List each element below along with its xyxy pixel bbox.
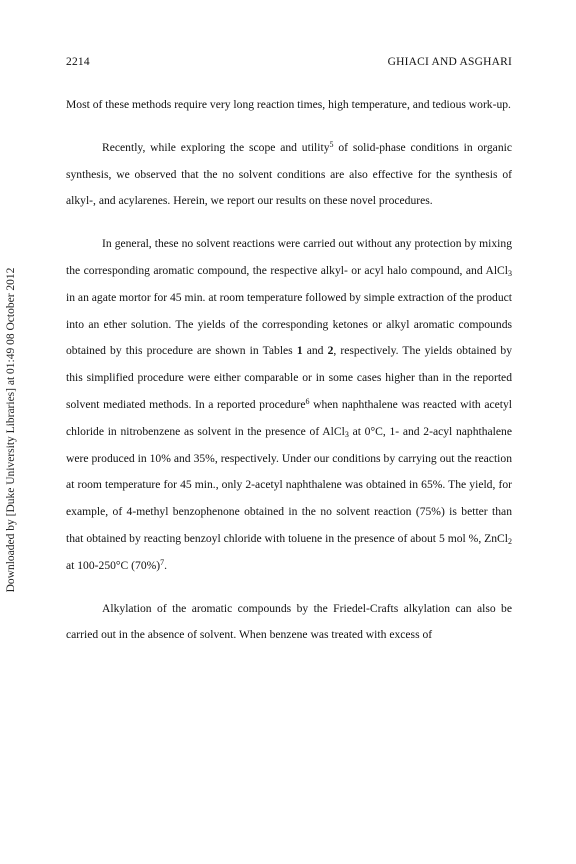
running-head: GHIACI AND ASGHARI [387, 56, 512, 68]
table-ref-2: 2 [327, 344, 334, 358]
subscript-3b: 3 [344, 429, 349, 439]
p3-text-e: when naphthalene was reacted with acetyl chloride in nitrobenzene as solvent in the presence of AlCl [66, 397, 512, 438]
reference-5: 5 [329, 139, 334, 149]
reference-7: 7 [160, 557, 165, 567]
download-watermark [5, 267, 21, 593]
p3-text-d: , respectively. The yields obtained by this simplified procedure were either comparable or in some cases higher than in the reported solvent mediated methods. In a reported procedure [66, 344, 512, 411]
download-note: Downloaded by [Duke University Libraries] at 01:49 08 October 2012 [5, 267, 17, 593]
page-number: 2214 [66, 56, 90, 68]
p3-text-f: at 0°C, 1- and 2-acyl naphthalene were produced in 10% and 35%, respectively. Under our conditions by carrying out the reaction at room temperature for 45 min., only 2-acetyl naphthalene was obtained in 65%. The yield, for example, of 4-methyl benzophenone obtained in the no solvent reaction (75%) is better than that obtained by reacting benzoyl chloride with toluene in the presence of about 5 mol %, ZnCl [66, 424, 512, 545]
body-text [66, 92, 512, 649]
paragraph-3 [66, 231, 512, 579]
subscript-2: 2 [508, 536, 512, 546]
p3-text-a: In general, these no solvent reactions were carried out without any protection by mixing the corresponding aromatic compound, the respective alkyl- or acyl halo compound, and AlCl [66, 237, 512, 277]
table-ref-1: 1 [296, 344, 303, 358]
paragraph-2 [66, 135, 512, 215]
p3-text-g: at 100-250°C (70%) [66, 558, 161, 572]
p2-text-a: Recently, while exploring the scope and utility [102, 140, 330, 154]
p3-text-b: in an agate mortor for 45 min. at room temperature followed by simple extraction of the product into an ether solution. The yields of the corresponding ketones or alkyl aromatic compounds obtained by this procedure are shown in Tables [66, 290, 512, 358]
p3-text-c: and [302, 344, 328, 358]
running-header [66, 56, 512, 72]
paragraph-4: Alkylation of the aromatic compounds by the Friedel-Crafts alkylation can also be carried out in the absence of solvent. When benzene was treated with excess of [66, 601, 512, 642]
paragraph-1: Most of these methods require very long reaction times, high temperature, and tedious work-up. [66, 98, 511, 111]
reference-6: 6 [305, 396, 310, 406]
p3-text-h: . [164, 558, 168, 572]
p2-text-b: of solid-phase conditions in organic synthesis, we observed that the no solvent conditions are also effective for the synthesis of alkyl-, and acylarenes. Herein, we report our results on these novel procedures. [66, 140, 512, 208]
subscript-3: 3 [508, 268, 512, 278]
